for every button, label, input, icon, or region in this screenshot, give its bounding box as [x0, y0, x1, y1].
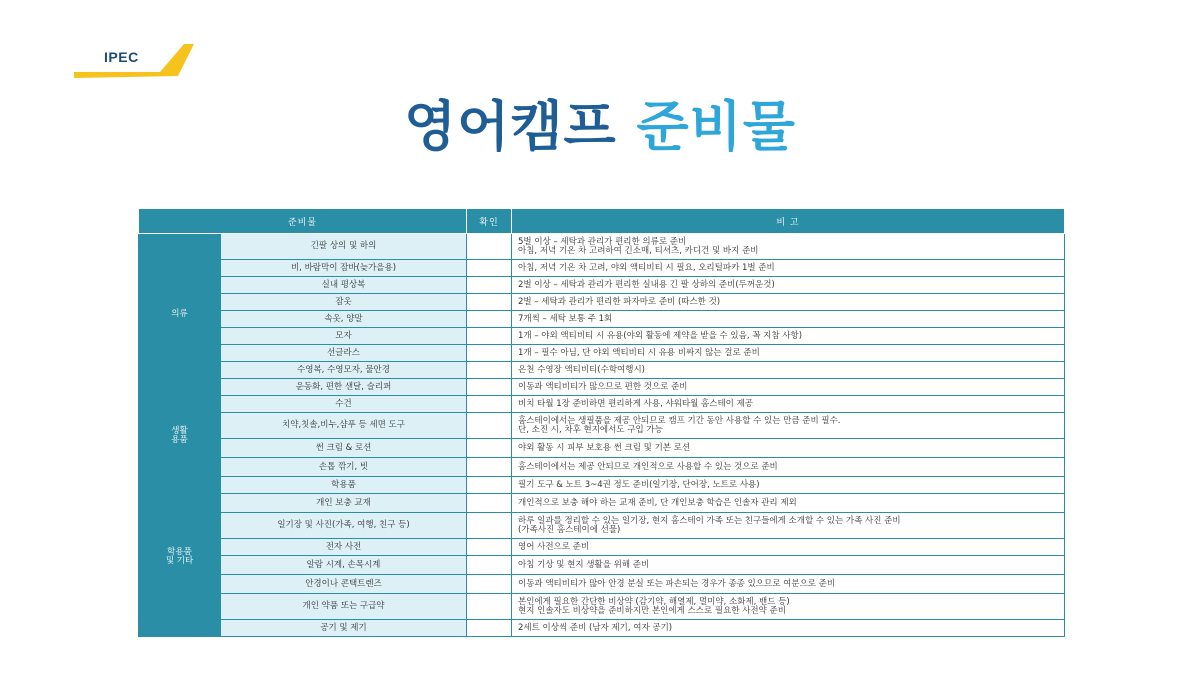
item-cell: 비, 바람막이 잠바(늦가을용)	[221, 260, 467, 277]
note-cell: 비치 타월 1장 준비하면 편리하게 사용, 샤워타월 홈스테이 제공	[512, 396, 1065, 413]
item-cell: 개인 보충 교재	[221, 494, 467, 513]
table-row	[139, 294, 1065, 311]
item-cell: 운동화, 편한 샌달, 슬리퍼	[221, 379, 467, 396]
title-part-1: 영어캠프	[404, 95, 617, 158]
header-item: 준비물	[139, 209, 467, 234]
item-cell: 손톱 깎기, 빗	[221, 458, 467, 477]
note-line: 본인에게 필요한 간단한 비상약 (감기약, 해열제, 멀미약, 소화제, 밴드 등)	[518, 596, 790, 607]
check-cell[interactable]	[467, 620, 512, 637]
note-cell: 개인적으로 보충 해야 하는 교재 준비, 단 개인보충 학습은 인솔자 관리 제외	[512, 494, 1065, 513]
check-cell[interactable]	[467, 594, 512, 620]
check-cell[interactable]	[467, 439, 512, 458]
table-row	[139, 594, 1065, 620]
table-row	[139, 556, 1065, 575]
table-row	[139, 439, 1065, 458]
note-cell: 온천 수영장 액티비티(수학여행시)	[512, 362, 1065, 379]
category-line: 용품	[171, 435, 188, 445]
item-cell: 선글라스	[221, 345, 467, 362]
note-cell: 2세트 이상씩 준비 (남자 제기, 여자 공기)	[512, 620, 1065, 637]
note-cell: 7개씩 – 세탁 보통 주 1회	[512, 311, 1065, 328]
note-cell	[512, 413, 1065, 439]
check-cell[interactable]	[467, 345, 512, 362]
supplies-table	[138, 208, 1065, 637]
header-check: 확인	[467, 209, 512, 234]
note-line: (가족사진 홈스테이에 선물)	[518, 524, 621, 535]
table-row	[139, 345, 1065, 362]
note-cell: 이동과 액티비티가 많으므로 편한 것으로 준비	[512, 379, 1065, 396]
item-cell: 속옷, 양말	[221, 311, 467, 328]
table-row	[139, 413, 1065, 439]
item-cell: 실내 평상복	[221, 277, 467, 294]
table-row	[139, 620, 1065, 637]
category-clothing: 의류	[139, 234, 221, 396]
note-cell: 홈스테이에서는 제공 안되므로 개인적으로 사용할 수 있는 것으로 준비	[512, 458, 1065, 477]
check-cell[interactable]	[467, 458, 512, 477]
note-cell: 아침 기상 및 현지 생활을 위해 준비	[512, 556, 1065, 575]
check-cell[interactable]	[467, 379, 512, 396]
note-cell: 2벌 – 세탁과 관리가 편리한 파자마로 준비 (따스한 것)	[512, 294, 1065, 311]
table-row	[139, 260, 1065, 277]
check-cell[interactable]	[467, 575, 512, 594]
note-line: 아침, 저녁 기온 차 고려하여 긴소매, 티셔츠, 카디건 및 바지 준비	[518, 245, 759, 256]
item-cell: 치약,칫솔,비누,샴푸 등 세면 도구	[221, 413, 467, 439]
check-cell[interactable]	[467, 311, 512, 328]
table-row	[139, 477, 1065, 494]
table-row	[139, 328, 1065, 345]
item-cell: 전자 사전	[221, 539, 467, 556]
page-title	[0, 84, 1200, 161]
item-cell: 알람 시계, 손목시계	[221, 556, 467, 575]
item-cell: 학용품	[221, 477, 467, 494]
category-line: 및 기타	[165, 555, 194, 566]
item-cell: 썬 크림 & 로션	[221, 439, 467, 458]
note-cell	[512, 594, 1065, 620]
table-row	[139, 379, 1065, 396]
table-row	[139, 513, 1065, 539]
check-cell[interactable]	[467, 539, 512, 556]
note-cell: 영어 사전으로 준비	[512, 539, 1065, 556]
header-note: 비 고	[512, 209, 1065, 234]
note-line: 5벌 이상 – 세탁과 관리가 편리한 의류로 준비	[518, 236, 687, 247]
note-line: 현지 인솔자도 비상약을 준비하지만 본인에게 스스로 필요한 사전약 준비	[518, 605, 786, 616]
check-cell[interactable]	[467, 260, 512, 277]
item-cell: 긴팔 상의 및 하의	[221, 234, 467, 260]
check-cell[interactable]	[467, 513, 512, 539]
note-cell: 1개 – 야외 액티비티 시 유용(야외 활동에 제약을 받을 수 있음, 꼭 지참 사항)	[512, 328, 1065, 345]
item-cell: 공기 및 제기	[221, 620, 467, 637]
item-cell: 일기장 및 사진(가족, 여행, 친구 등)	[221, 513, 467, 539]
category-line: 생활	[171, 426, 188, 437]
item-cell: 수영복, 수영모자, 물안경	[221, 362, 467, 379]
table-row	[139, 539, 1065, 556]
note-cell	[512, 513, 1065, 539]
table-row	[139, 575, 1065, 594]
item-cell: 수건	[221, 396, 467, 413]
table-row	[139, 234, 1065, 260]
note-cell: 1개 – 필수 아님, 단 야외 액티비티 시 유용 비싸지 않는 걸로 준비	[512, 345, 1065, 362]
check-cell[interactable]	[467, 477, 512, 494]
category-line: 학용품	[167, 546, 192, 557]
check-cell[interactable]	[467, 413, 512, 439]
table-row	[139, 362, 1065, 379]
table-header-row	[139, 209, 1065, 234]
note-line: 하루 일과를 정리할 수 있는 일기장, 현지 홈스테이 가족 또는 친구들에게 소개할 수 있는 가족 사진 준비	[518, 515, 901, 526]
table-row	[139, 494, 1065, 513]
note-cell: 야외 활동 시 피부 보호용 썬 크림 및 기본 로션	[512, 439, 1065, 458]
category-school-supplies	[139, 477, 221, 637]
item-cell: 개인 약품 또는 구급약	[221, 594, 467, 620]
check-cell[interactable]	[467, 362, 512, 379]
table-row	[139, 277, 1065, 294]
item-cell: 안경이나 콘택트렌즈	[221, 575, 467, 594]
ipec-logo	[74, 42, 198, 82]
title-part-2: 준비물	[636, 95, 796, 158]
check-cell[interactable]	[467, 556, 512, 575]
check-cell[interactable]	[467, 234, 512, 260]
logo-text: IPEC	[104, 49, 139, 65]
check-cell[interactable]	[467, 328, 512, 345]
check-cell[interactable]	[467, 396, 512, 413]
check-cell[interactable]	[467, 494, 512, 513]
note-cell: 2벌 이상 – 세탁과 관리가 편리한 실내용 긴 팔 상하의 준비(두꺼운것)	[512, 277, 1065, 294]
item-cell: 잠옷	[221, 294, 467, 311]
note-line: 홈스테이에서는 생필품을 제공 안되므로 캠프 기간 동안 사용할 수 있는 만큼 준비 필수.	[518, 415, 841, 426]
table-row	[139, 396, 1065, 413]
note-line: 단, 소진 시, 차후 현지에서도 구입 가능	[518, 424, 663, 435]
note-cell: 필기 도구 & 노트 3~4권 정도 준비(일기장, 단어장, 노트로 사용)	[512, 477, 1065, 494]
note-cell: 이동과 액티비티가 많아 안경 분실 또는 파손되는 경우가 종종 있으므로 여분으로 준비	[512, 575, 1065, 594]
note-cell	[512, 234, 1065, 260]
category-daily-goods	[139, 396, 221, 477]
table-row	[139, 311, 1065, 328]
item-cell: 모자	[221, 328, 467, 345]
check-cell[interactable]	[467, 277, 512, 294]
note-cell: 아침, 저녁 기온 차 고려, 야외 액티비티 시 필요, 오리털파카 1벌 준비	[512, 260, 1065, 277]
table-row	[139, 458, 1065, 477]
check-cell[interactable]	[467, 294, 512, 311]
